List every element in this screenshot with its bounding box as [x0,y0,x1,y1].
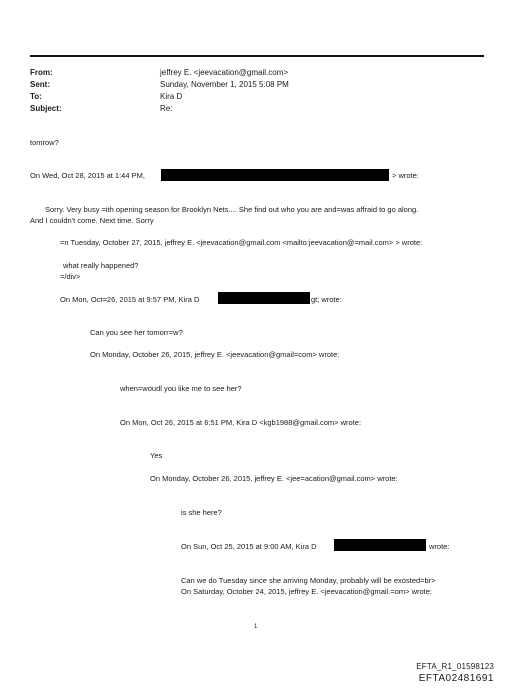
quote-header: =n Tuesday, October 27, 2015, jeffrey E. <jeevacation@gmail.com <mailto:jeevacation@=mail.com> > wrote: [60,238,423,247]
body-line: Yes [150,451,163,460]
quote-header: On Monday, October 26, 2015, jeffrey E. <jee=acation@gmail.com> wrote: [150,474,398,483]
from-value: jeffrey E. <jeevacation@gmail.com> [160,68,289,77]
from-label: From: [30,68,53,77]
body-line: tomrow? [30,138,59,147]
body-line: Can you see her tomorr=w? [90,328,183,337]
subject-value: Re: [160,104,173,113]
to-value: Kira D [160,92,183,101]
subject-label: Subject: [30,104,62,113]
sent-label: Sent: [30,80,50,89]
footer-id-1: EFTA_R1_01598123 [416,662,494,671]
body-line: is she here? [181,508,222,517]
page-number: 1 [254,624,258,630]
quote-header: On Mon, Oct=26, 2015 at 9:57 PM, Kira D [60,295,200,304]
redaction-block [334,539,426,551]
redaction-block [161,169,389,181]
body-line: =/div> [60,272,81,281]
quote-header: On Wed, Oct 28, 2015 at 1:44 PM, [30,171,145,180]
redaction-block [218,292,310,304]
body-line: And I couldn't come. Next time. Sorry [30,216,154,225]
body-line: when=woudl you like me to see her? [120,384,242,393]
quote-header: On Monday, October 26, 2015, jeffrey E. <jeevacation@gmail=com> wrote: [90,350,340,359]
quote-header: On Sun, Oct 25, 2015 at 9:00 AM, Kira D [181,542,317,551]
quote-header-end: wrote: [429,542,450,551]
body-line: what really happened? [63,261,139,270]
body-line: Sorry. Very busy =ith opening season for Brooklyn Nets.... She find out who you are and=was affraid to go along. [45,205,419,214]
quote-header-end: gt; wrote: [311,295,342,304]
sent-value: Sunday, November 1, 2015 5:08 PM [160,80,289,89]
header-divider [30,55,484,57]
to-label: To: [30,92,42,101]
quote-header: On Saturday, October 24, 2015, jeffrey E. <jeevacation@gmail.=om> wrote: [181,587,433,596]
footer-id-2: EFTA02481691 [418,673,494,684]
body-line: Can we do Tuesday since she arriving Monday, probably will be exosted=br> [181,576,436,585]
quote-header-end: > wrote: [392,171,419,180]
quote-header: On Mon, Oct 26, 2015 at 6:51 PM, Kira D <kgb1988@gmail.com> wrote: [120,418,362,427]
